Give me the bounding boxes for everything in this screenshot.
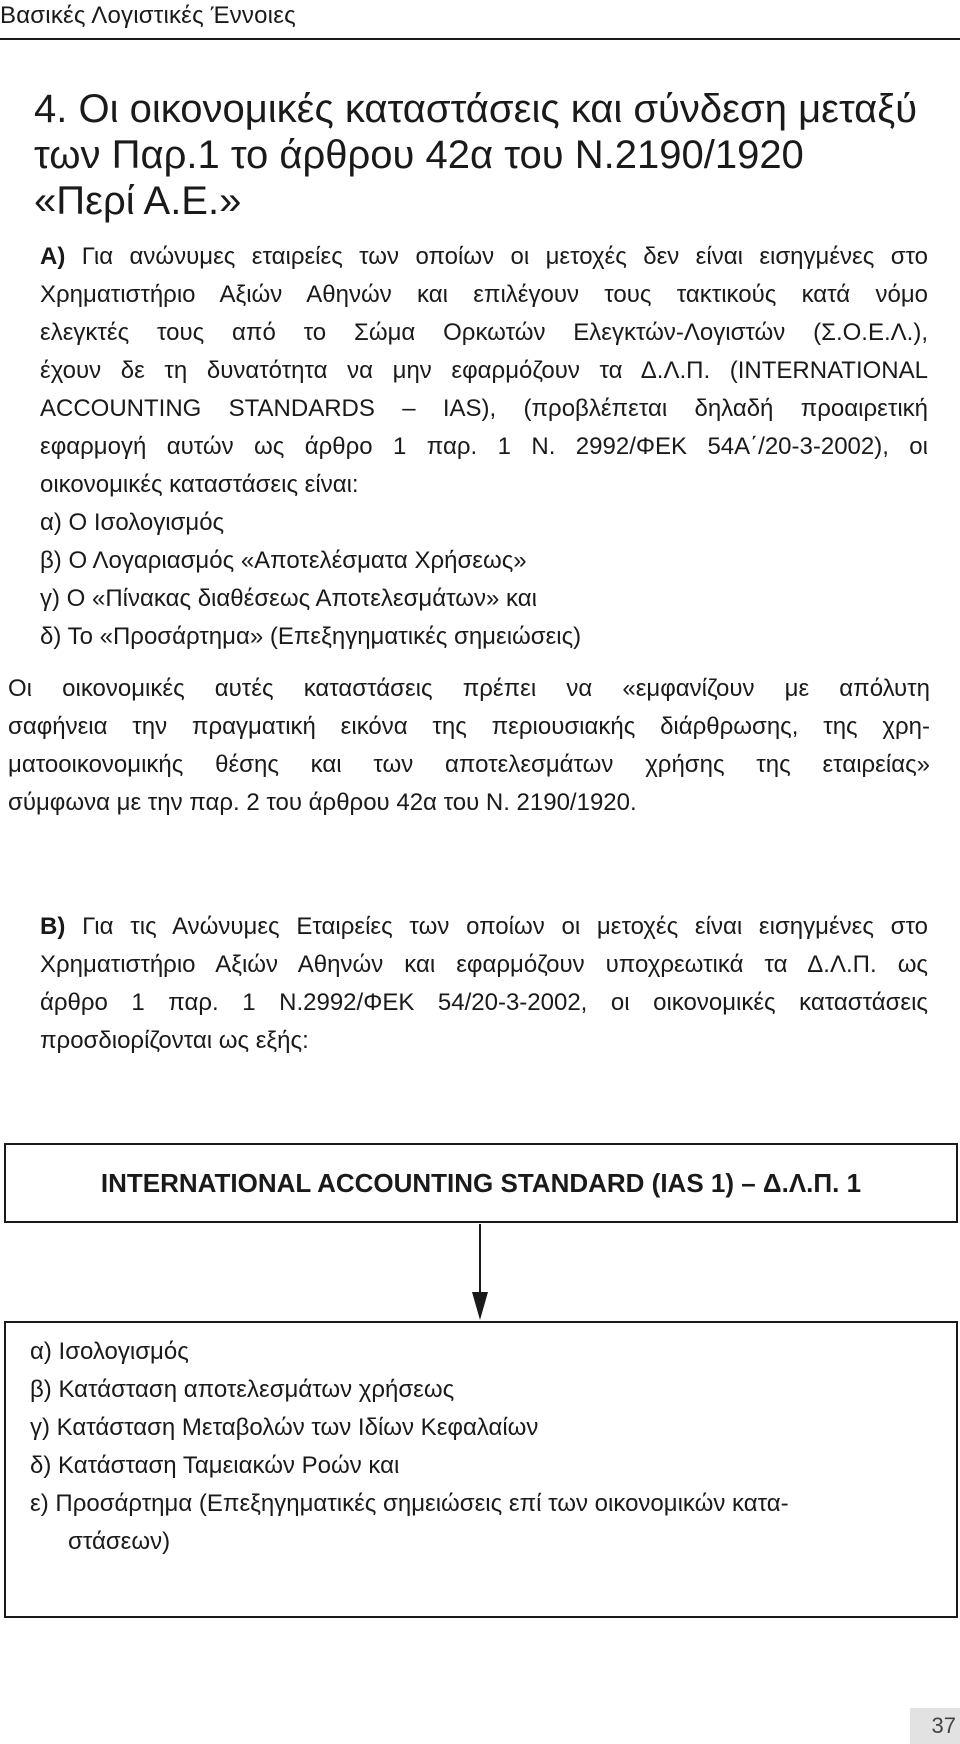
part-b-text xyxy=(40,908,928,1060)
part-a-line: ελεγκτές τους από το Σώμα Ορκωτών Ελεγκτών-Λογιστών (Σ.Ο.Ε.Λ.), xyxy=(40,319,928,346)
part-b-line: B) Για τις Ανώνυμες Εταιρείες των οποίων οι μετοχές είναι εισηγμένες στο xyxy=(40,913,928,940)
paragraph-line: σύμφωνα με την παρ. 2 του άρθρου 42α του Ν. 2190/1920. xyxy=(8,789,637,816)
paragraph-line: σαφήνεια την πραγματική εικόνα της περιουσιακής διάρθρωσης, της χρη- xyxy=(8,713,930,740)
part-b-label: B) xyxy=(40,913,66,940)
page-number: 37 xyxy=(910,1708,960,1744)
financial-statements-box xyxy=(4,1321,958,1618)
part-b-line: προσδιορίζονται ως εξής: xyxy=(40,1027,309,1054)
section-title xyxy=(34,86,934,224)
ias-standard-box xyxy=(4,1143,958,1223)
section-title-line: 4. Οι οικονομικές καταστάσεις και σύνδεση μεταξύ xyxy=(34,87,918,131)
paragraph-line: ματοοικονομικής θέσης και των αποτελεσμάτων χρήσης της εταιρείας» xyxy=(8,751,930,778)
list-item: β) Ο Λογαριασμός «Αποτελέσματα Χρήσεως» xyxy=(40,547,527,574)
list-item: δ) Κατάσταση Ταμειακών Ροών και xyxy=(30,1452,400,1479)
part-b-line: άρθρο 1 παρ. 1 Ν.2992/ΦΕΚ 54/20-3-2002, οι οικονομικές καταστάσεις xyxy=(40,989,928,1016)
list-item: β) Κατάσταση αποτελεσμάτων χρήσεως xyxy=(30,1376,455,1403)
list-item: ε) Προσάρτημα (Επεξηγηματικές σημειώσεις επί των οικονομικών κατα- xyxy=(30,1490,789,1517)
part-a-text xyxy=(40,238,928,504)
part-a-line: έχουν δε τη δυνατότητα να μην εφαρμόζουν τα Δ.Λ.Π. (INTERNATIONAL xyxy=(40,357,928,384)
list-item: δ) Το «Προσάρτημα» (Επεξηγηματικές σημειώσεις) xyxy=(40,623,582,650)
part-a-line: οικονομικές καταστάσεις είναι: xyxy=(40,471,359,498)
part-a-list xyxy=(40,504,581,656)
header-rule xyxy=(0,38,960,40)
down-arrow-icon xyxy=(462,1224,498,1320)
part-a-line: εφαρμογή αυτών ως άρθρο 1 παρ. 1 Ν. 2992/ΦΕΚ 54Α΄/20-3-2002), οι xyxy=(40,433,928,460)
paragraph xyxy=(8,670,930,822)
section-title-line: «Περί Α.Ε.» xyxy=(34,179,242,223)
list-item: γ) Κατάσταση Μεταβολών των Ιδίων Κεφαλαίων xyxy=(30,1414,539,1441)
part-a-line: Χρηματιστήριο Αξιών Αθηνών και επιλέγουν τους τακτικούς κατά νόμο xyxy=(40,281,928,308)
section-title-line: των Παρ.1 το άρθρου 42α του Ν.2190/1920 xyxy=(34,133,804,177)
list-item: α) Ισολογισμός xyxy=(30,1338,189,1365)
part-a-line: A) Για ανώνυμες εταιρείες των οποίων οι μετοχές δεν είναι εισηγμένες στο xyxy=(40,243,928,270)
paragraph-line: Οι οικονομικές αυτές καταστάσεις πρέπει να «εμφανίζουν με απόλυτη xyxy=(8,675,930,702)
list-item: γ) Ο «Πίνακας διαθέσεως Αποτελεσμάτων» και xyxy=(40,585,537,612)
part-b-line: Χρηματιστήριο Αξιών Αθηνών και εφαρμόζουν υποχρεωτικά τα Δ.Λ.Π. ως xyxy=(40,951,928,978)
part-a-line: ACCOUNTING STANDARDS – IAS), (προβλέπεται δηλαδή προαιρετική xyxy=(40,395,928,422)
running-header: Βασικές Λογιστικές Έννοιες xyxy=(0,2,296,29)
part-a-label: A) xyxy=(40,243,66,270)
ias-standard-title: INTERNATIONAL ACCOUNTING STANDARD (IAS 1) – Δ.Λ.Π. 1 xyxy=(100,1167,862,1198)
list-item-continuation: στάσεων) xyxy=(68,1528,171,1555)
statements-list xyxy=(30,1333,940,1561)
list-item: α) Ο Ισολογισμός xyxy=(40,509,225,536)
